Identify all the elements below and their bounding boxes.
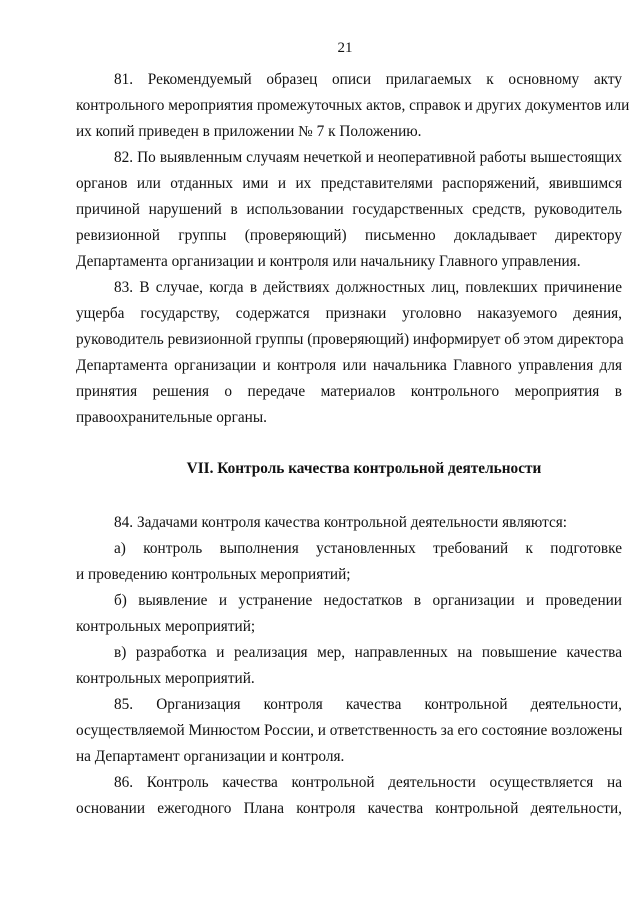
text-line: в) разработка и реализация мер, направленных на повышение качества [114, 644, 622, 661]
text-line: на Департамент организации и контроля. [76, 748, 345, 765]
paragraph-pb [76, 588, 622, 640]
text-line: контрольных мероприятий. [76, 670, 255, 687]
text-line: Департамента организации и контроля или начальника Главного управления для [76, 357, 622, 374]
text-line: 86. Контроль качества контрольной деятельности осуществляется на [114, 774, 622, 791]
text-line: 83. В случае, когда в действиях должностных лиц, повлекших причинение [114, 279, 622, 296]
paragraph-pa [76, 536, 622, 588]
text-line: руководитель ревизионной группы (проверяющий) информирует об этом директора [76, 331, 624, 348]
text-line: 84. Задачами контроля качества контрольной деятельности являются: [114, 514, 568, 531]
text-line: принятия решения о передаче материалов контрольного мероприятия в [76, 383, 622, 400]
page-number: 21 [337, 40, 353, 56]
text-line: и проведению контрольных мероприятий; [76, 566, 351, 583]
paragraph-p84 [76, 510, 622, 536]
text-line: их копий приведен в приложении № 7 к Положению. [76, 123, 422, 140]
text-line: правоохранительные органы. [76, 409, 267, 426]
paragraph-p83 [76, 275, 622, 431]
paragraph-p82 [76, 145, 622, 275]
paragraph-pv [76, 640, 622, 692]
text-line: 85. Организация контроля качества контрольной деятельности, [114, 696, 622, 713]
text-line: 81. Рекомендуемый образец описи прилагаемых к основному акту [114, 71, 622, 88]
paragraph-p86 [76, 770, 622, 822]
text-line: контрольного мероприятия промежуточных актов, справок и других документов или [76, 97, 630, 114]
paragraph-p81 [76, 67, 630, 145]
section-heading: VII. Контроль качества контрольной деятельности [186, 460, 542, 477]
text-line: контрольных мероприятий; [76, 618, 256, 635]
text-line: ущерба государству, содержатся признаки уголовно наказуемого деяния, [76, 305, 622, 322]
text-line: осуществляемой Минюстом России, и ответственность за его состояние возложены [76, 722, 623, 739]
text-line: органов или отданных ими и их представителями распоряжений, явившимся [76, 175, 622, 192]
text-line: причиной нарушений в использовании государственных средств, руководитель [76, 201, 622, 218]
paragraph-p85 [76, 692, 622, 770]
section-paragraphs-81-83 [76, 67, 630, 431]
text-line: Департамента организации и контроля или начальнику Главного управления. [76, 253, 581, 270]
text-line: ревизионной группы (проверяющий) письменно докладывает директору [76, 227, 622, 244]
text-line: 82. По выявленным случаям нечеткой и неоперативной работы вышестоящих [114, 149, 622, 166]
text-line: б) выявление и устранение недостатков в организации и проведении [114, 592, 622, 609]
text-line: основании ежегодного Плана контроля качества контрольной деятельности, [76, 800, 622, 817]
section-paragraphs-84-86 [76, 510, 622, 822]
text-line: а) контроль выполнения установленных требований к подготовке [114, 540, 622, 557]
